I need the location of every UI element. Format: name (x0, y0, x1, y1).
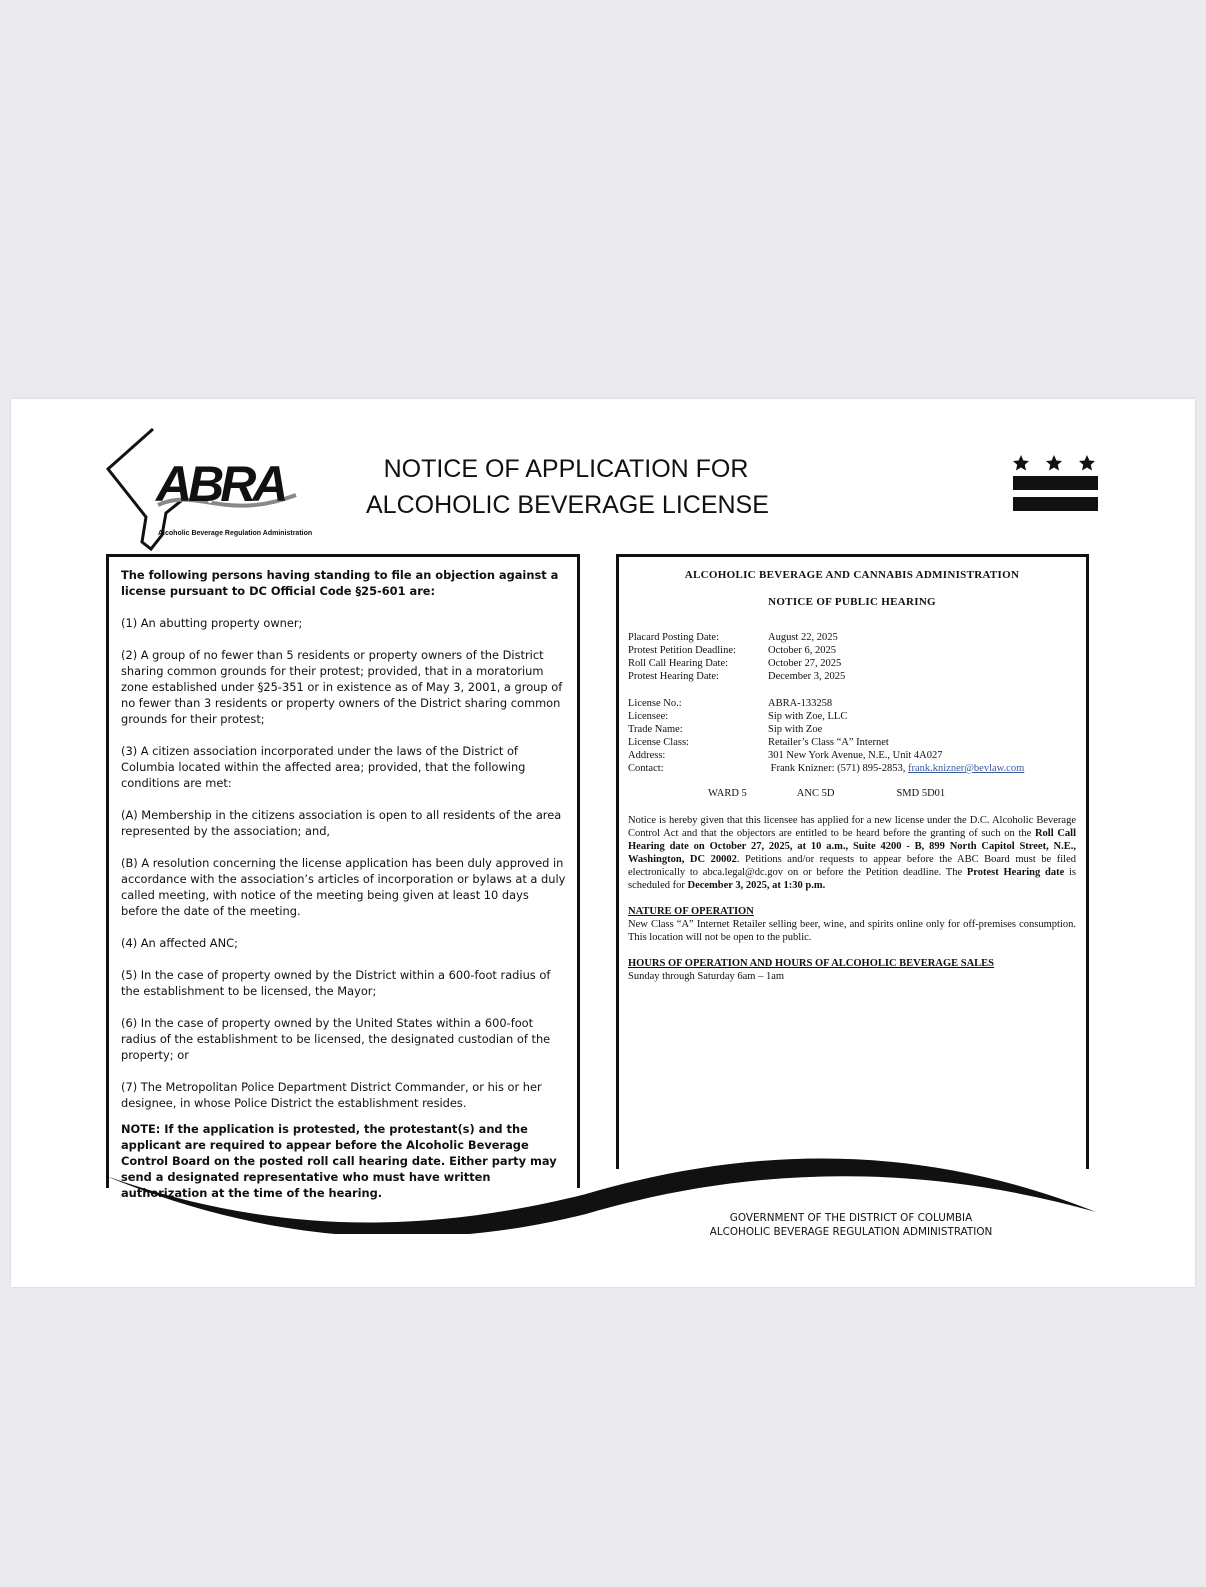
license-label: Trade Name: (628, 724, 683, 735)
contact-email-link[interactable]: frank.knizner@bevlaw.com (907, 763, 1025, 774)
hearing-heading: NOTICE OF PUBLIC HEARING (768, 596, 936, 608)
standing-intro: The following persons having standing to file an objection against a license pursuant to DC Official Code §25-601 are: (121, 568, 559, 598)
abra-logo (106, 427, 313, 552)
date-value: August 22, 2025 (768, 632, 838, 643)
anc-label: ANC 5D (796, 788, 835, 799)
license-label: License No.: (628, 698, 682, 709)
notice-sheet (11, 399, 1195, 1287)
smd-label: SMD 5D01 (896, 788, 946, 799)
standing-item: (6) In the case of property owned by the United States within a 600-foot radius of the establishment to be licensed, the designated custodian of the property; or (121, 1016, 551, 1062)
dates-list (628, 631, 1076, 683)
logo-subtitle: Alcoholic Beverage Regulation Administration (158, 530, 313, 537)
standing-item: (A) Membership in the citizens association is open to all residents of the area represented by the association; and, (121, 808, 562, 838)
title-line-2: ALCOHOLIC BEVERAGE LICENSE (366, 491, 769, 519)
hearing-panel (628, 569, 1076, 983)
footer (701, 1211, 1001, 1239)
license-label: License Class: (628, 737, 689, 748)
hours-text: Sunday through Saturday 6am – 1am (628, 971, 785, 982)
license-label: Licensee: (628, 711, 669, 722)
notice-text: is scheduled for (628, 867, 1076, 891)
contact-label: Contact: (628, 763, 664, 774)
ward-row (628, 787, 1076, 800)
date-value: October 27, 2025 (768, 658, 842, 669)
footer-line-1: GOVERNMENT OF THE DISTRICT OF COLUMBIA (729, 1212, 973, 1224)
title-line-1: NOTICE OF APPLICATION FOR (383, 455, 749, 483)
nature-text: New Class “A” Internet Retailer selling beer, wine, and spirits online only for off-premises consumption. This location will not be open to the public. (628, 919, 1076, 943)
page-title (366, 451, 769, 523)
hours-heading: HOURS OF OPERATION AND HOURS OF ALCOHOLIC BEVERAGE SALES (628, 958, 995, 969)
ward-label: WARD 5 (708, 788, 747, 799)
notice-protest-date: December 3, 2025, at 1:30 p.m. (687, 880, 826, 891)
standing-item: (3) A citizen association incorporated under the laws of the District of Columbia located within the affected area; provided, that the following conditions are met: (121, 744, 526, 790)
standing-note: NOTE: If the application is protested, the protestant(s) and the applicant are required to appear before the Alcoholic Beverage Control Board on the posted roll call hearing date. Either party may send a designated representative who must have written authorization at the time of the hearing. (121, 1122, 557, 1200)
contact-text: Frank Knizner: (571) 895-2853, (770, 763, 906, 774)
contact-value (768, 762, 1076, 775)
date-value: October 6, 2025 (768, 645, 836, 656)
dc-flag-icon (1013, 455, 1099, 513)
date-label: Roll Call Hearing Date: (628, 658, 729, 669)
standing-panel (121, 567, 569, 1217)
license-value: Retailer’s Class “A” Internet (768, 737, 889, 748)
date-label: Protest Hearing Date: (628, 671, 719, 682)
footer-line-2: ALCOHOLIC BEVERAGE REGULATION ADMINISTRATION (709, 1226, 993, 1238)
notice-roll-call: Roll Call Hearing date on October 27, 2025, at 10 a.m., Suite 4200 - B, 899 North Capitol Street, N.E., Washington, DC 20002 (628, 828, 1076, 865)
standing-item: (B) A resolution concerning the license application has been duly approved in accordance with the association’s articles of incorporation or bylaws at a duly called meeting, with notice of the meeting being given at least 10 days before the date of the meeting. (121, 856, 566, 918)
notice-text: Notice is hereby given that this licensee has applied for a new license under the D.C. Alcoholic Beverage Control Act and that the objectors are entitled to be heard before the granting of such on the (628, 815, 1076, 839)
license-value: 301 New York Avenue, N.E., Unit 4A027 (768, 750, 943, 761)
license-details (628, 697, 1076, 775)
license-value: Sip with Zoe, LLC (768, 711, 848, 722)
standing-item: (7) The Metropolitan Police Department District Commander, or his or her designee, in whose Police District the establishment resides. (121, 1080, 542, 1110)
license-label: Address: (628, 750, 666, 761)
notice-text: . Petitions and/or requests to appear before the ABC Board must be filed electronically to abca.legal@dc.gov on or before the Petition deadline. The (628, 854, 1076, 878)
date-value: December 3, 2025 (768, 671, 846, 682)
license-value: Sip with Zoe (768, 724, 823, 735)
license-value: ABRA-133258 (768, 698, 833, 709)
notice-paragraph (628, 814, 1076, 892)
date-label: Protest Petition Deadline: (628, 645, 736, 656)
standing-item: (1) An abutting property owner; (121, 616, 303, 630)
standing-item: (4) An affected ANC; (121, 936, 238, 950)
standing-item: (5) In the case of property owned by the District within a 600-foot radius of the establishment to be licensed, the Mayor; (121, 968, 551, 998)
logo-abbreviation: ABRA (156, 456, 285, 512)
agency-heading: ALCOHOLIC BEVERAGE AND CANNABIS ADMINISTRATION (684, 569, 1020, 581)
date-label: Placard Posting Date: (628, 632, 719, 643)
nature-heading: NATURE OF OPERATION (628, 906, 754, 917)
notice-protest-label: Protest Hearing date (966, 867, 1065, 878)
standing-item: (2) A group of no fewer than 5 residents or property owners of the District sharing common grounds for their protest; provided, that in a moratorium zone established under §25-351 or in existence as of May 3, 2001, a group of no fewer than 3 residents or property owners of the District sharing common grounds for their protest; (121, 648, 563, 726)
